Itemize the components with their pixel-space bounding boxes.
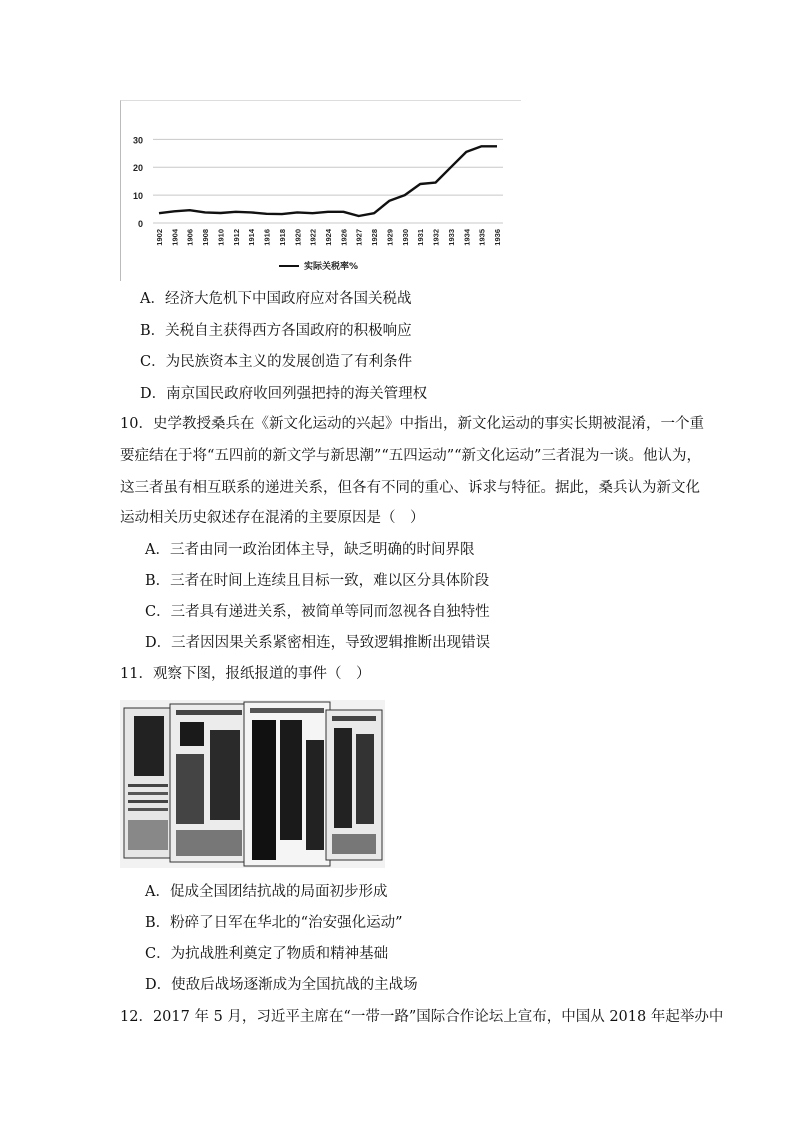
q9-option-d[interactable]: D．南京国民政府收回列强把持的海关管理权 [140, 386, 428, 402]
q12-stem: 12．2017 年 5 月，习近平主席在“一带一路”国际合作论坛上宣布，中国从 2018 年起举办中 [120, 1009, 724, 1025]
q11-option-d[interactable]: D．使敌后战场逐渐成为全国抗战的主战场 [145, 977, 418, 993]
q10-stem-line-1: 10．史学教授桑兵在《新文化运动的兴起》中指出，新文化运动的事实长期被混淆，一个重 [120, 416, 704, 432]
q9-option-c[interactable]: C．为民族资本主义的发展创造了有利条件 [140, 354, 413, 370]
y-tick-label: 0 [137, 219, 143, 229]
q11-stem: 11．观察下图，报纸报道的事件（ ） [120, 666, 371, 682]
y-tick-label: 20 [132, 163, 143, 174]
x-tick-label: 1920 [293, 229, 303, 246]
series-line-actual-tariff-rate [159, 146, 497, 216]
x-tick-label: 1927 [354, 229, 364, 246]
q10-stem-line-3: 这三者虽有相互联系的递进关系，但各有不同的重心、诉求与特征。据此，桑兵认为新文化 [120, 480, 700, 496]
q11-option-c[interactable]: C．为抗战胜利奠定了物质和精神基础 [145, 946, 389, 962]
tariff-line-chart [120, 100, 521, 281]
x-tick-label: 1933 [446, 229, 456, 246]
x-tick-label: 1928 [370, 229, 380, 246]
newspaper-photo [120, 700, 385, 868]
q10-stem-line-4: 运动相关历史叙述存在混淆的主要原因是（ ） [120, 510, 425, 526]
q11-option-a[interactable]: A．促成全国团结抗战的局面初步形成 [145, 884, 388, 900]
x-tick-label: 1922 [308, 229, 318, 246]
y-tick-label: 10 [132, 191, 143, 202]
x-tick-label: 1914 [247, 229, 257, 246]
q10-option-b[interactable]: B．三者在时间上连续且目标一致，难以区分具体阶段 [145, 573, 490, 589]
x-tick-label: 1934 [462, 229, 472, 246]
x-tick-label: 1902 [155, 229, 164, 246]
x-tick-label: 1932 [431, 229, 441, 246]
x-tick-label: 1908 [201, 229, 211, 246]
y-tick-label: 30 [132, 135, 143, 146]
q10-option-d[interactable]: D．三者因因果关系紧密相连，导致逻辑推断出现错误 [145, 635, 491, 651]
chart-svg [121, 101, 521, 281]
x-tick-label: 1912 [231, 229, 241, 246]
q9-option-a[interactable]: A．经济大危机下中国政府应对各国关税战 [140, 291, 412, 307]
q10-option-a[interactable]: A．三者由同一政治团体主导，缺乏明确的时间界限 [145, 542, 475, 558]
q9-option-b[interactable]: B．关税自主获得西方各国政府的积极响应 [140, 323, 412, 339]
x-tick-label: 1906 [185, 229, 195, 246]
x-tick-label: 1904 [170, 229, 180, 246]
q10-stem-line-2: 要症结在于将“五四前的新文学与新思潮”“五四运动”“新文化运动”三者混为一谈。他认为， [120, 448, 701, 464]
x-tick-label: 1924 [324, 229, 333, 246]
newspaper-collage-image [120, 700, 385, 868]
x-tick-label: 1910 [216, 229, 226, 246]
x-tick-label: 1931 [416, 229, 426, 246]
x-tick-label: 1936 [493, 229, 502, 246]
x-tick-label: 1926 [339, 229, 349, 246]
x-tick-label: 1935 [477, 229, 487, 246]
legend-label: 实际关税率% [304, 262, 359, 272]
x-tick-label: 1930 [400, 229, 410, 246]
x-tick-label: 1929 [385, 229, 395, 246]
x-tick-label: 1918 [277, 229, 287, 246]
x-tick-label: 1916 [262, 229, 272, 246]
q10-option-c[interactable]: C．三者具有递进关系，被简单等同而忽视各自独特性 [145, 604, 490, 620]
q11-option-b[interactable]: B．粉碎了日军在华北的“治安强化运动” [145, 915, 403, 931]
